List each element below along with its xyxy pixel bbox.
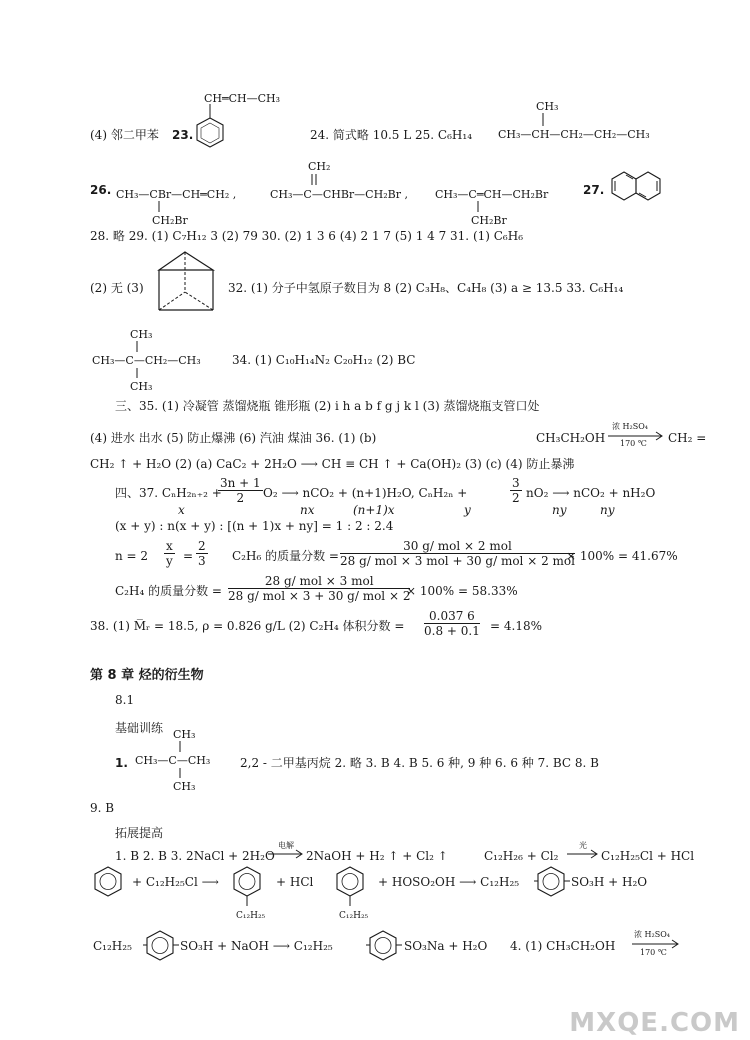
q24-25-line: 24. 简式略 10.5 L 25. C₆H₁₄ xyxy=(310,128,473,142)
reaction-3c: SO₃Na + H₂O xyxy=(404,939,488,953)
ch8-q1-label: 1. xyxy=(115,756,128,770)
equals-sign: = xyxy=(183,549,194,563)
q26c-main-text: CH₃—C═CH—CH₂Br xyxy=(435,188,549,201)
ext-q3-products: 2NaOH + H₂ ↑ + Cl₂ ↑ xyxy=(306,849,448,863)
arrow-1-bottom: 170 ℃ xyxy=(620,439,647,448)
q25-main-text: CH₃—CH—CH₂—CH₂—CH₃ xyxy=(498,128,650,141)
label-n1x: (n+1)x xyxy=(353,503,395,517)
sub-c12-1: C₁₂H₂₅ xyxy=(236,911,266,921)
benzene-sulfonic-2 xyxy=(143,930,179,962)
q37-ratio: (x + y) : n(x + y) : [(n + 1)x + ny] = 1 : 2 : 2.4 xyxy=(115,519,394,533)
arrow-4-bottom: 170 ℃ xyxy=(640,948,667,957)
q26a-bottom-text: CH₂Br xyxy=(152,214,188,227)
q33-structure xyxy=(92,326,222,393)
dodecylbenzene-1 xyxy=(232,866,282,924)
c2h4-mass-label: C₂H₄ 的质量分数 = xyxy=(115,584,222,598)
q35-36-line: (4) 进水 出水 (5) 防止爆沸 (6) 汽油 煤油 36. (1) (b) xyxy=(90,431,377,445)
q26b-top-text: CH₂ xyxy=(308,160,331,173)
q33-bottom-text: CH₃ xyxy=(130,380,153,393)
q28-31-line: 28. 略 29. (1) C₇H₁₂ 3 (2) 79 30. (2) 1 3 6 (4) 2 1 7 (5) 1 4 7 31. (1) C₆H₆ xyxy=(90,229,524,243)
ext-chlorination-products: C₁₂H₂₅Cl + HCl xyxy=(601,849,695,863)
reaction-2c: + HOSO₂OH ⟶ C₁₂H₂₅ xyxy=(378,875,520,889)
watermark: MXQE.COM xyxy=(569,1008,740,1038)
label-x: x xyxy=(178,503,185,517)
reaction-2d: SO₃H + H₂O xyxy=(571,875,648,889)
frac-c2h4-vol: $\frac{0.037 6}{0.8 + 0.1}$ xyxy=(424,609,480,638)
ext-q4-line: 4. (1) CH₃CH₂OH xyxy=(510,939,616,953)
benzene-1 xyxy=(93,866,125,898)
ch8-q9-line: 9. B xyxy=(90,801,115,815)
q25-structure xyxy=(498,98,668,143)
section-number: 8.1 xyxy=(115,693,135,707)
q23-label: 23. xyxy=(172,128,194,142)
styrene-top-text: CH═CH—CH₃ xyxy=(204,92,281,105)
q37-line-b: O₂ ⟶ nCO₂ + (n+1)H₂O, CₙH₂ₙ + xyxy=(263,486,468,500)
reaction-2b: + HCl xyxy=(276,875,314,889)
frac-2-3: $\frac{2}{3}$ xyxy=(198,539,206,568)
prismane-structure xyxy=(155,250,225,322)
q38-result: = 4.18% xyxy=(490,619,542,633)
arrow-4-top: 浓 H₂SO₄ xyxy=(634,930,670,939)
sub-c12-2: C₁₂H₂₅ xyxy=(339,911,369,921)
styrene-structure xyxy=(190,88,300,158)
q36-reactant: CH₃CH₂OH xyxy=(536,431,606,445)
ext-q1-3-line: 1. B 2. B 3. 2NaCl + 2H₂O xyxy=(115,849,275,863)
q37-line-c: nO₂ ⟶ nCO₂ + nH₂O xyxy=(526,486,656,500)
frac-3-2: $\frac{3}{2}$ xyxy=(512,476,520,505)
arrow-light xyxy=(567,840,603,862)
neo-main-text: CH₃—C—CH₃ xyxy=(135,754,211,767)
c2h6-mass-result: × 100% = 41.67% xyxy=(566,549,678,563)
c2h4-mass-result: × 100% = 58.33% xyxy=(406,584,518,598)
ch8-q1-8-line: 2,2 - 二甲基丙烷 2. 略 3. B 4. B 5. 6 种, 9 种 6. 6 种 7. BC 8. B xyxy=(240,756,599,770)
label-ny: ny xyxy=(552,503,567,517)
q25-top-text: CH₃ xyxy=(536,100,559,113)
frac-c2h6: 30 g/ mol × 2 mol 28 g/ mol × 3 mol + 30 g/ mol × 2 mol xyxy=(340,539,575,568)
q33-top-text: CH₃ xyxy=(130,328,153,341)
q37-line-a: 四、37. CₙH₂ₙ₊₂ + xyxy=(115,486,222,500)
q26b-main-text: CH₃—C—CHBr—CH₂Br , xyxy=(270,188,408,201)
label-nx: nx xyxy=(300,503,315,517)
frac-c2h4: 28 g/ mol × 3 mol 28 g/ mol × 3 + 30 g/ mol × 2 xyxy=(228,574,411,603)
neopentane-structure xyxy=(135,726,245,796)
q35-line: 三、35. (1) 冷凝管 蒸馏烧瓶 锥形瓶 (2) i h a b f g j k l (3) 蒸馏烧瓶支管口处 xyxy=(115,399,540,413)
q36-37-line: CH₂ ↑ + H₂O (2) (a) CaC₂ + 2H₂O ⟶ CH ≡ CH ↑ + Ca(OH)₂ (3) (c) (4) 防止暴沸 xyxy=(90,457,575,471)
q37-n: n = 2 xyxy=(115,549,149,563)
q32-33-line: 32. (1) 分子中氢原子数目为 8 (2) C₃H₈、C₄H₈ (3) a ≥ 13.5 33. C₆H₁₄ xyxy=(228,281,624,295)
neo-bottom-text: CH₃ xyxy=(173,780,196,793)
chapter-title: 第 8 章 烃的衍生物 xyxy=(90,668,204,683)
label-ny2: ny xyxy=(600,503,615,517)
arrow-4 xyxy=(632,928,684,958)
ext-chlorination-reactants: C₁₂H₂₆ + Cl₂ xyxy=(484,849,559,863)
q38-line: 38. (1) M̅ᵣ = 18.5, ρ = 0.826 g/L (2) C₂H₄ 体积分数 = xyxy=(90,619,405,633)
q33-main-text: CH₃—C—CH₂—CH₃ xyxy=(92,354,201,367)
arrow-1-top: 浓 H₂SO₄ xyxy=(612,422,648,431)
arrow-2-top: 电解 xyxy=(278,841,294,850)
q26a-main-text: CH₃—CBr—CH═CH₂ , xyxy=(116,188,237,201)
naphthalene-structure xyxy=(610,170,670,210)
q27-label: 27. xyxy=(583,183,605,197)
label-y: y xyxy=(464,503,471,517)
q26c-bottom-text: CH₂Br xyxy=(471,214,507,227)
arrow-electrolysis xyxy=(268,840,308,862)
reaction-3b: SO₃H + NaOH ⟶ C₁₂H₂₅ xyxy=(180,939,333,953)
q26-structure-b xyxy=(270,158,420,208)
benzene-sulfonate xyxy=(366,930,402,962)
extension-heading: 拓展提高 xyxy=(115,826,164,840)
benzene-sulfonic-1 xyxy=(534,866,570,898)
q26-structure-a xyxy=(116,170,286,227)
q4-line: (4) 邻二甲苯 xyxy=(90,128,159,142)
q36-product: CH₂ = xyxy=(668,431,707,445)
arrow-3-top: 光 xyxy=(579,841,587,850)
q26-structure-c xyxy=(435,170,595,227)
basic-training-heading: 基础训练 xyxy=(115,721,164,735)
q31-2-3-line: (2) 无 (3) xyxy=(90,281,144,295)
q26-label: 26. xyxy=(90,183,112,197)
arrow-1 xyxy=(608,420,668,450)
c2h6-mass-label: C₂H₆ 的质量分数 = xyxy=(232,549,339,563)
neo-top-text: CH₃ xyxy=(173,728,196,741)
frac-x-y: $\frac{x}{y}$ xyxy=(166,539,173,568)
reaction-2a: + C₁₂H₂₅Cl ⟶ xyxy=(132,875,219,889)
frac-3n1-2: $\frac{3n + 1}{2}$ xyxy=(220,476,261,505)
reaction-3a: C₁₂H₂₅ xyxy=(93,939,132,953)
q34-line: 34. (1) C₁₀H₁₄N₂ C₂₀H₁₂ (2) BC xyxy=(232,353,416,367)
